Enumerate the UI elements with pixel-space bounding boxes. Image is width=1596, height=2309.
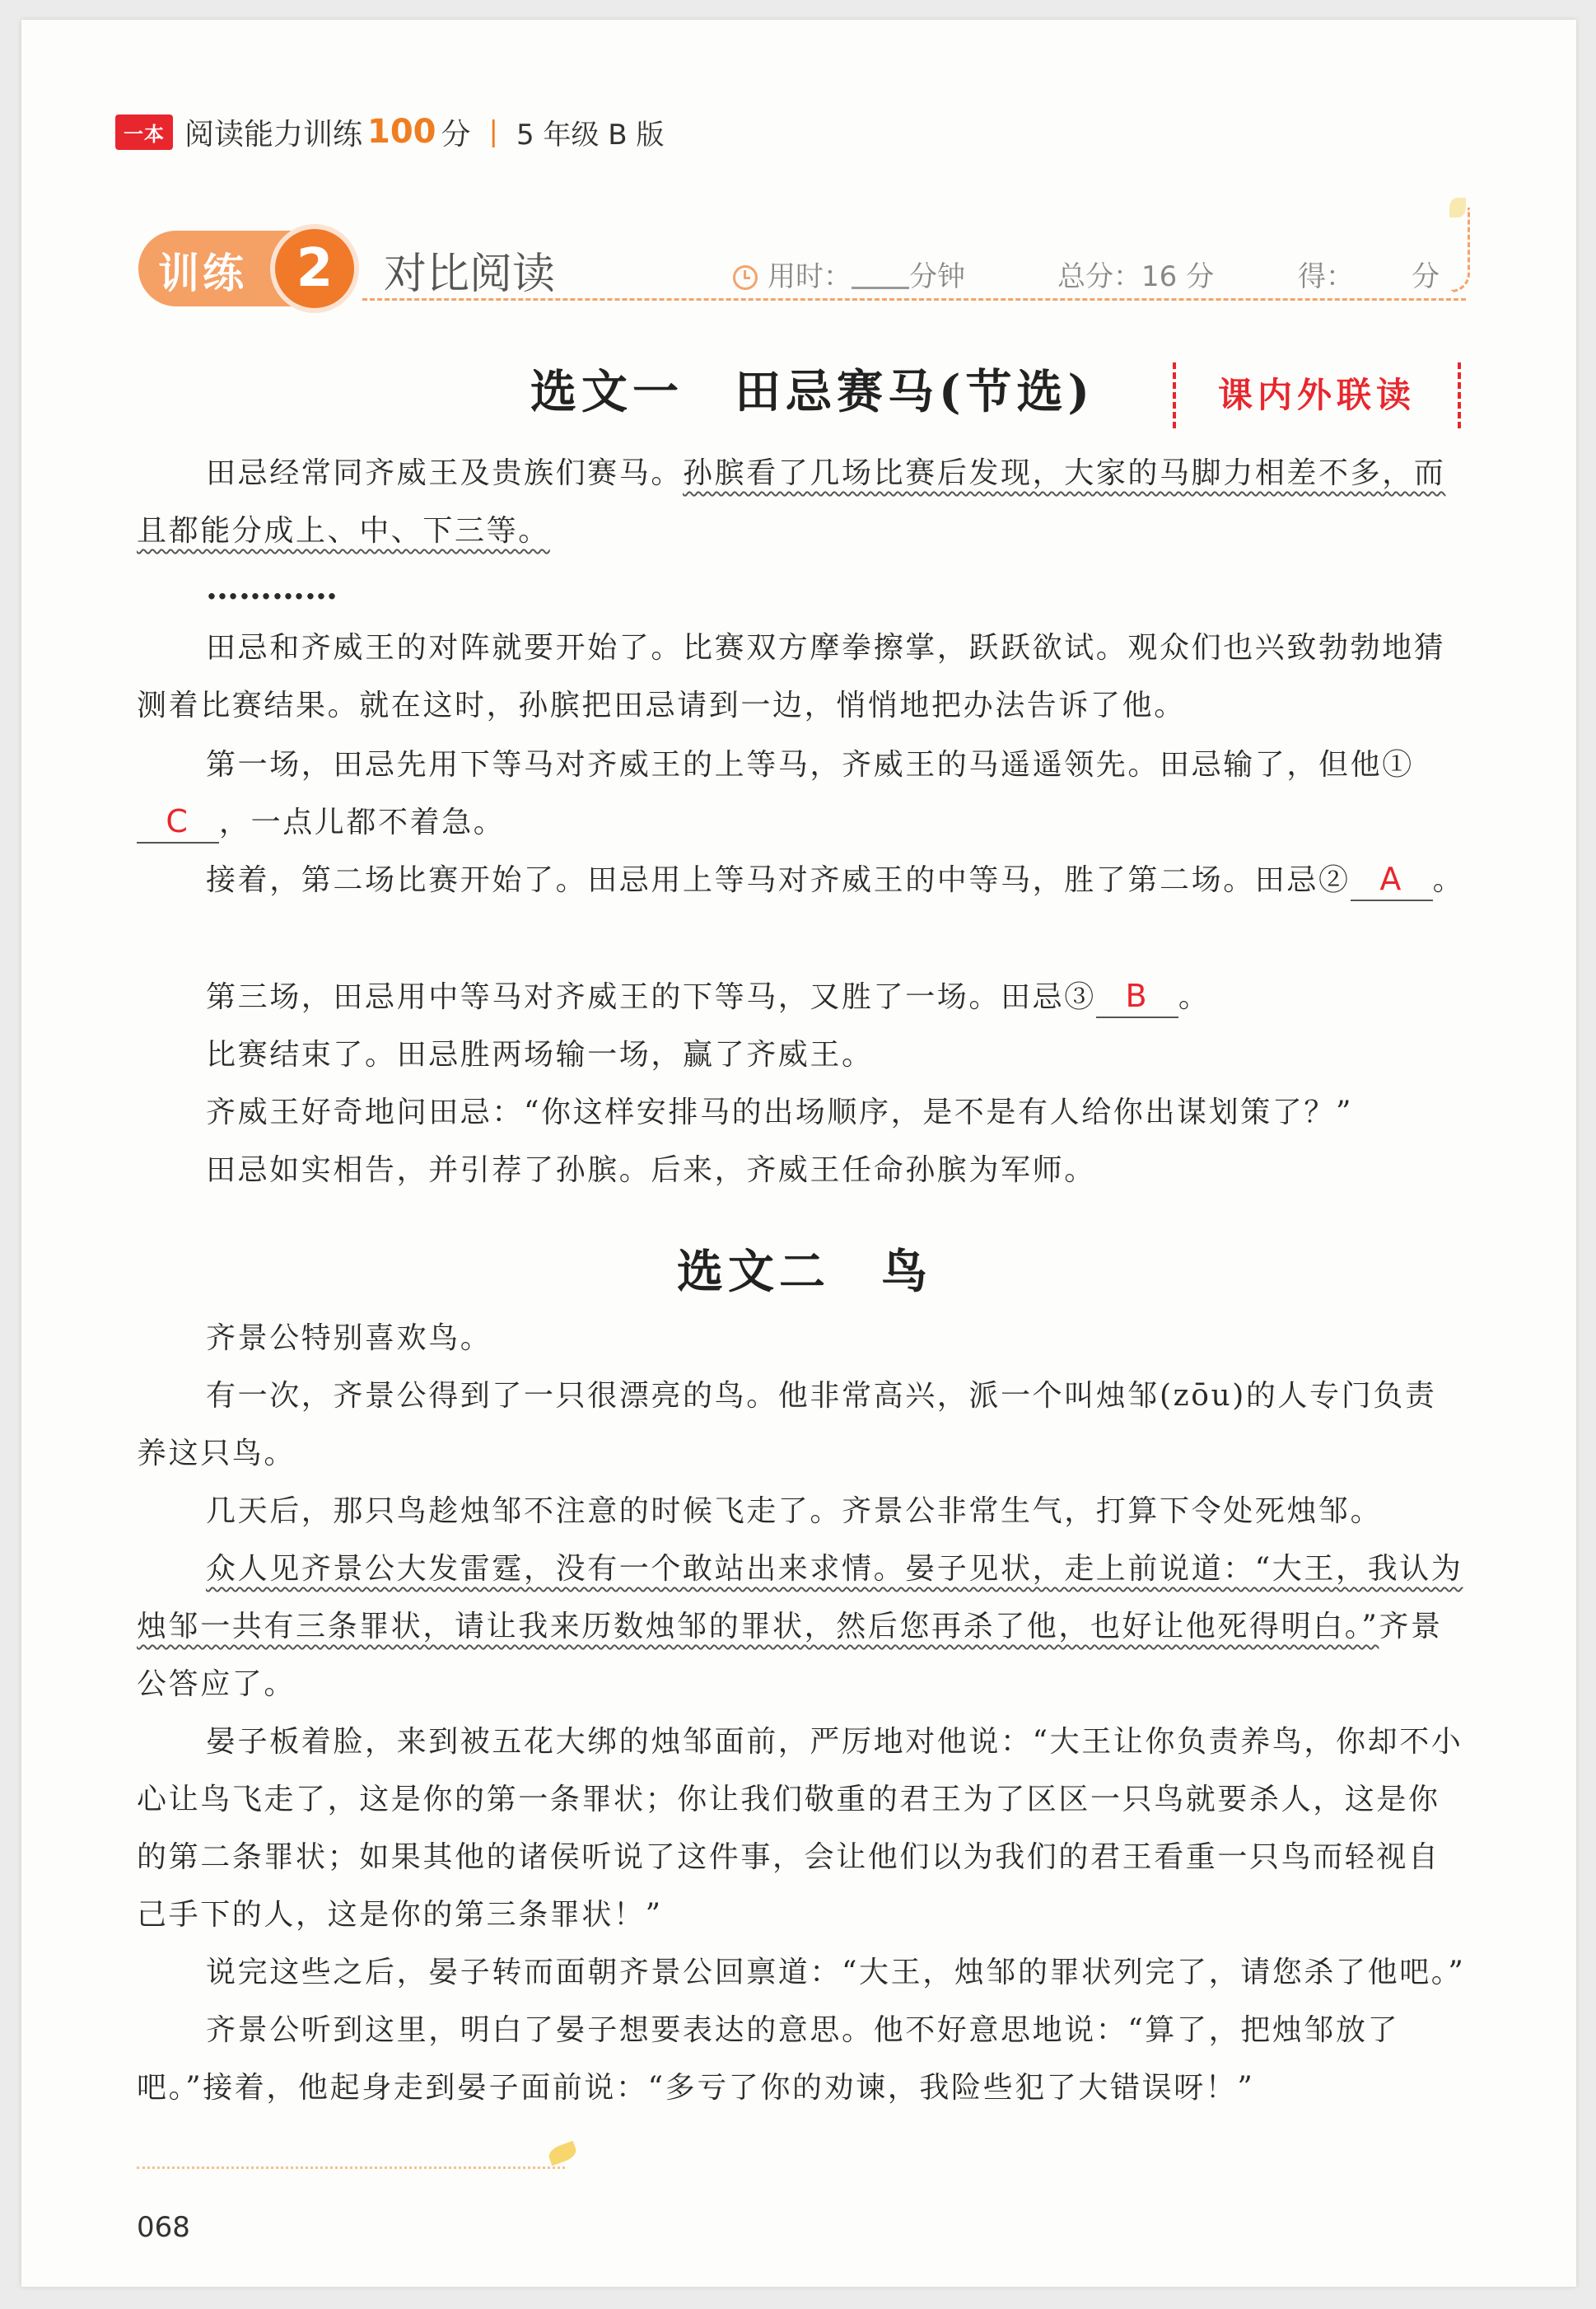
- passage1-para8: 田忌如实相告，并引荐了孙膑。后来，齐威王任命孙膑为军师。: [206, 1153, 1096, 1187]
- passage2-para6: 说完这些之后，晏子转而面朝齐景公回禀道：“大王，烛邹的罪状列完了，请您杀了他吧。”: [206, 1956, 1466, 1989]
- passage2-title: 选文二 鸟: [677, 1245, 932, 1299]
- grade-label: 5 年级 B 版: [516, 118, 665, 152]
- passage2-para2: 有一次，齐景公得到了一只很漂亮的鸟。他非常高兴，派一个叫烛邹(zōu)的人专门负责养这只鸟。: [137, 1379, 1437, 1470]
- p5-text: 第三场，田忌用中等马对齐威王的下等马，又胜了一场。田忌③: [206, 980, 1096, 1014]
- p3-tail: ，一点儿都不着急。: [219, 806, 506, 839]
- passage2-para5: 晏子板着脸，来到被五花大绑的烛邹面前，严厉地对他说：“大王让你负责养鸟，你却不小心让鸟飞走了，这是你的第一条罪状；你让我们敬重的君王为了区区一只鸟就要杀人，这是你的第二条罪状；如果其他的诸侯听说了这件事，会让他们以为我们的君王看重一只鸟而轻视自己手下的人，这是你的第三条罪状！”: [137, 1725, 1463, 1932]
- book-score-unit: 分: [441, 117, 471, 152]
- p5-tail: 。: [1178, 980, 1211, 1014]
- passage1-para4: [137, 852, 1468, 909]
- header-separator: |: [488, 115, 498, 148]
- p1-plain: 田忌经常同齐威王及贵族们赛马。: [206, 456, 684, 490]
- score-label: 得：: [1298, 260, 1354, 293]
- score-field: [1298, 254, 1440, 294]
- score-unit: 分: [1412, 260, 1440, 293]
- passage2-para4: [137, 1540, 1468, 1713]
- lesson-bar: [115, 216, 1466, 323]
- lesson-title: 对比阅读: [384, 250, 556, 299]
- lesson-dashed-corner: [1451, 208, 1470, 292]
- blank-1-answer[interactable]: C: [137, 801, 219, 844]
- blank-1-number: ①: [1382, 748, 1414, 782]
- blank-2-answer[interactable]: A: [1351, 858, 1433, 901]
- total-score: 总分：16 分: [1057, 260, 1215, 293]
- passage1-para1: [137, 445, 1468, 560]
- lesson-tag-label: 训练: [158, 250, 247, 297]
- stamp-label: 课内外联读: [1173, 362, 1461, 428]
- footer-dotted-line: [137, 2166, 565, 2169]
- passage2-para3: 几天后，那只鸟趁烛邹不注意的时候飞走了。齐景公非常生气，打算下令处死烛邹。: [206, 1494, 1383, 1528]
- time-field: [733, 254, 965, 294]
- clock-icon: [733, 265, 758, 290]
- p4-plain: 齐景公答应了。: [137, 1610, 1443, 1701]
- passage1-para6: 比赛结束了。田忌胜两场输一场，赢了齐威王。: [206, 1038, 874, 1072]
- passage2-para7: 齐景公听到这里，明白了晏子想要表达的意思。他不好意思地说：“算了，把烛邹放了吧。”接着，他起身走到晏子面前说：“多亏了你的劝谏，我险些犯了大错误呀！”: [137, 2013, 1400, 2105]
- passage1-para5: [137, 969, 1468, 1026]
- lesson-dashed-line: [362, 298, 1466, 301]
- p3-text: 第一场，田忌先用下等马对齐威王的上等马，齐威王的马遥遥领先。田忌输了，但他: [206, 748, 1383, 782]
- passage1-para2: 田忌和齐威王的对阵就要开始了。比赛双方摩拳擦掌，跃跃欲试。观众们也兴致勃勃地猜测着比赛结果。就在这时，孙膑把田忌请到一边，悄悄地把办法告诉了他。: [137, 631, 1446, 722]
- brand-badge: 一本: [115, 115, 173, 150]
- time-unit: 分钟: [909, 260, 965, 293]
- page-number: 068: [137, 2211, 190, 2244]
- p4-tail: 。: [1432, 863, 1465, 897]
- time-label: 用时：: [768, 260, 852, 293]
- ellipsis: …………: [206, 568, 338, 607]
- passage1-para3: [137, 736, 1468, 852]
- time-input[interactable]: [852, 262, 909, 289]
- book-score: 100: [367, 113, 436, 151]
- passage1-para7: 齐威王好奇地问田忌：“你这样安排马的出场顺序，是不是有人给你出谋划策了？”: [206, 1096, 1354, 1129]
- p4-text: 接着，第二场比赛开始了。田忌用上等马对齐威王的中等马，胜了第二场。田忌: [206, 863, 1319, 897]
- passage1-title: 选文一 田忌赛马(节选): [530, 365, 1094, 419]
- lesson-number: 2: [270, 224, 359, 313]
- p1-wavy: 孙膑看了几场比赛后发现，大家的马脚力相差不多，而且都能分成上、中、下三等。: [137, 456, 1446, 548]
- blank-2-number: ②: [1318, 863, 1351, 897]
- p4-wavy: 众人见齐景公大发雷霆，没有一个敢站出来求情。晏子见状，走上前说道：“大王，我认为烛邹一共有三条罪状，请让我来历数烛邹的罪状，然后您再杀了他，也好让他死得明白。”: [137, 1552, 1463, 1643]
- book-header: [115, 107, 664, 157]
- blank-3-answer[interactable]: B: [1096, 975, 1178, 1018]
- book-title: 阅读能力训练: [184, 117, 363, 152]
- passage2-para1: 齐景公特别喜欢鸟。: [206, 1321, 492, 1355]
